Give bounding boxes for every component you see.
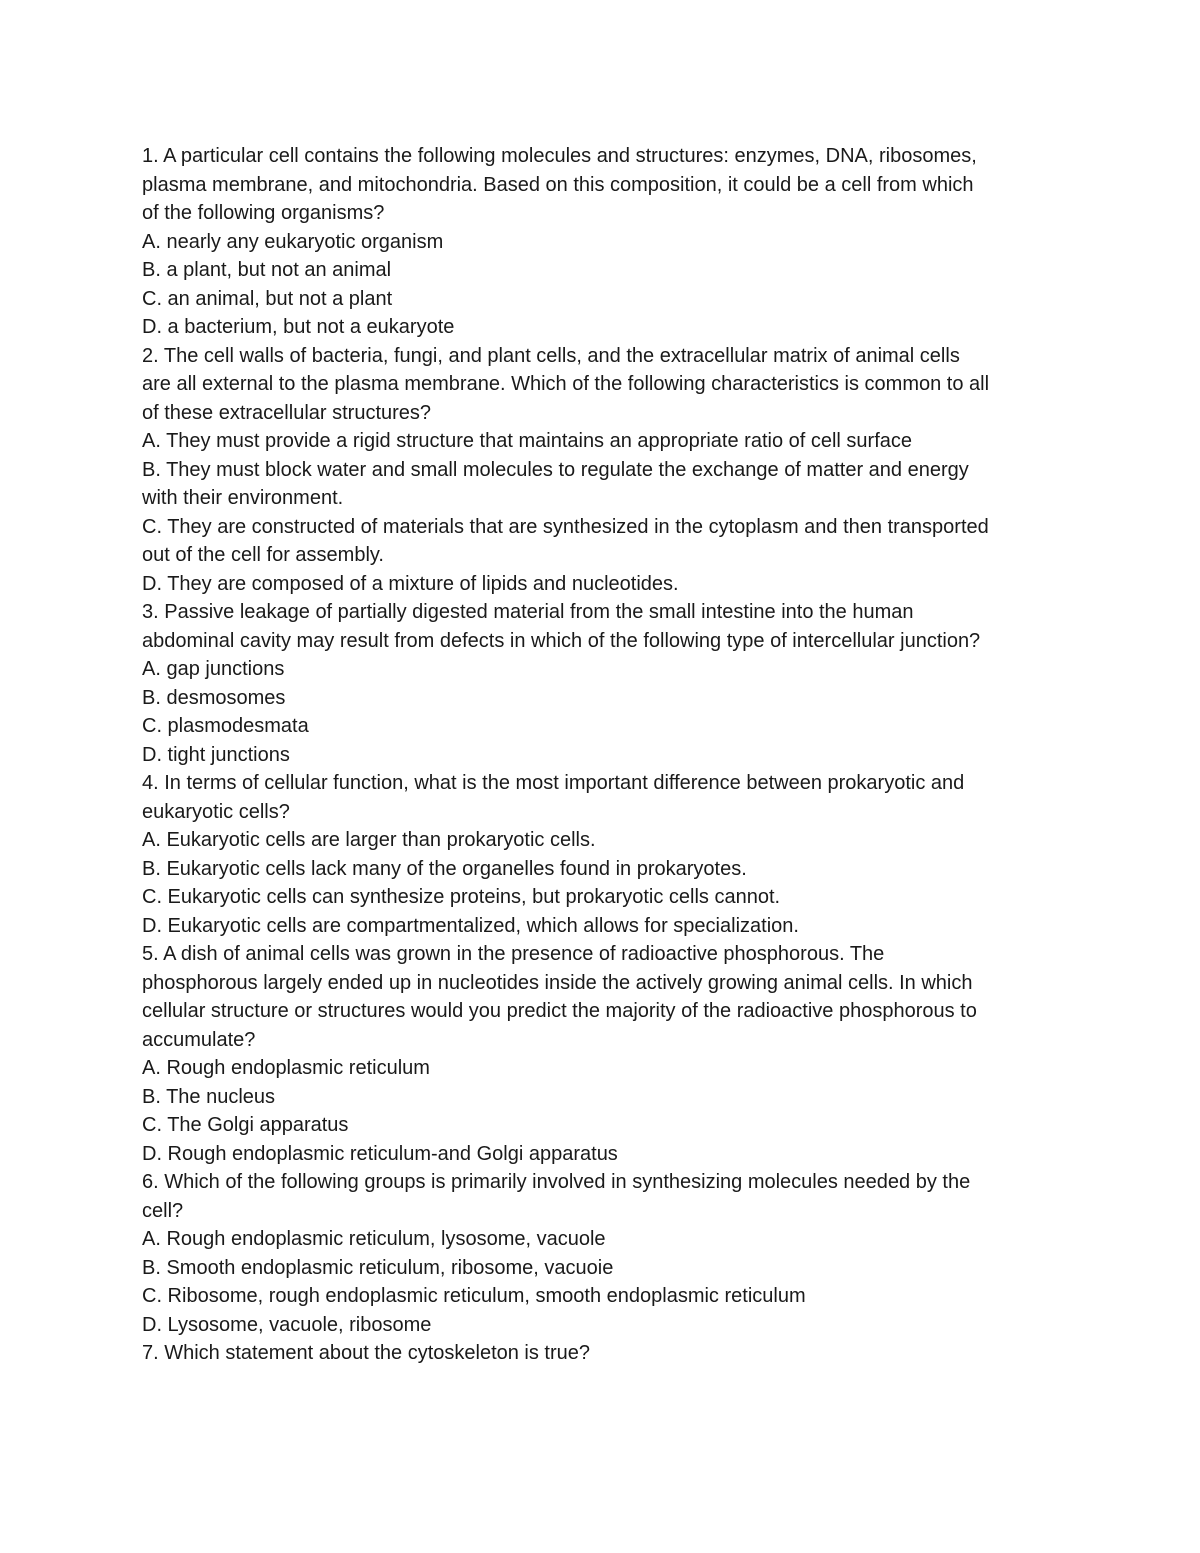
question-4-option-a: A. Eukaryotic cells are larger than prokaryotic cells. <box>142 829 596 851</box>
question-3-line-1: 3. Passive leakage of partially digested material from the small intestine into the human <box>142 601 914 623</box>
question-3-option-a: A. gap junctions <box>142 658 285 680</box>
question-5-option-d: D. Rough endoplasmic reticulum-and Golgi apparatus <box>142 1142 618 1165</box>
document-body <box>142 142 1072 1368</box>
question-5-line-1: 5. A dish of animal cells was grown in the presence of radioactive phosphorous. The <box>142 943 885 965</box>
question-4-line-2: eukaryotic cells? <box>142 800 290 823</box>
question-1-line-2: plasma membrane, and mitochondria. Based on this composition, it could be a cell from which <box>142 173 974 196</box>
question-4-option-d: D. Eukaryotic cells are compartmentalized, which allows for specialization. <box>142 914 799 937</box>
question-5-option-c: C. The Golgi apparatus <box>142 1114 349 1136</box>
question-1-option-c: C. an animal, but not a plant <box>142 287 393 310</box>
question-3-line-2: abdominal cavity may result from defects in which of the following type of intercellular junction? <box>142 629 981 652</box>
question-1-line-1: 1. A particular cell contains the following molecules and structures: enzymes, DNA, ribosomes, <box>142 145 977 167</box>
question-2-option-b-line-2: with their environment. <box>142 487 344 509</box>
question-6-option-d: D. Lysosome, vacuole, ribosome <box>142 1313 432 1336</box>
question-4-option-b: B. Eukaryotic cells lack many of the organelles found in prokaryotes. <box>142 857 747 880</box>
question-7-line-1: 7. Which statement about the cytoskeleton is true? <box>142 1342 591 1364</box>
question-3-option-d: D. tight junctions <box>142 743 290 766</box>
question-2-option-c-line-2: out of the cell for assembly. <box>142 544 384 566</box>
question-1-line-3: of the following organisms? <box>142 202 385 224</box>
question-5-line-4: accumulate? <box>142 1028 256 1051</box>
question-5-option-a: A. Rough endoplasmic reticulum <box>142 1057 430 1079</box>
question-1-option-d: D. a bacterium, but not a eukaryote <box>142 316 455 338</box>
question-4-option-c: C. Eukaryotic cells can synthesize proteins, but prokaryotic cells cannot. <box>142 886 781 908</box>
question-2-option-a: A. They must provide a rigid structure that maintains an appropriate ratio of cell surface <box>142 430 913 452</box>
question-2-line-1: 2. The cell walls of bacteria, fungi, and plant cells, and the extracellular matrix of animal cells <box>142 344 960 367</box>
question-3-option-b: B. desmosomes <box>142 686 286 709</box>
question-2-line-3: of these extracellular structures? <box>142 401 432 424</box>
question-2-option-c-line-1: C. They are constructed of materials that are synthesized in the cytoplasm and then transported <box>142 515 989 538</box>
question-2-option-d: D. They are composed of a mixture of lipids and nucleotides. <box>142 572 679 595</box>
question-5-line-3: cellular structure or structures would you predict the majority of the radioactive phosphorous to <box>142 1000 977 1022</box>
question-6-line-1: 6. Which of the following groups is primarily involved in synthesizing molecules needed by the <box>142 1171 971 1193</box>
question-6-option-a: A. Rough endoplasmic reticulum, lysosome, vacuole <box>142 1228 606 1250</box>
question-1-option-b: B. a plant, but not an animal <box>142 259 392 281</box>
question-2-line-2: are all external to the plasma membrane. Which of the following characteristics is common to all <box>142 373 990 395</box>
question-6-option-b: B. Smooth endoplasmic reticulum, ribosome, vacuoie <box>142 1256 614 1279</box>
question-2-option-b-line-1: B. They must block water and small molecules to regulate the exchange of matter and energy <box>142 458 969 481</box>
question-5-line-2: phosphorous largely ended up in nucleotides inside the actively growing animal cells. In which <box>142 971 973 994</box>
question-1-option-a: A. nearly any eukaryotic organism <box>142 230 444 253</box>
question-3-option-c: C. plasmodesmata <box>142 715 309 737</box>
question-5-option-b: B. The nucleus <box>142 1085 276 1108</box>
question-6-line-2: cell? <box>142 1199 184 1222</box>
question-4-line-1: 4. In terms of cellular function, what is the most important difference between prokaryotic and <box>142 772 965 794</box>
question-6-option-c: C. Ribosome, rough endoplasmic reticulum, smooth endoplasmic reticulum <box>142 1285 806 1307</box>
